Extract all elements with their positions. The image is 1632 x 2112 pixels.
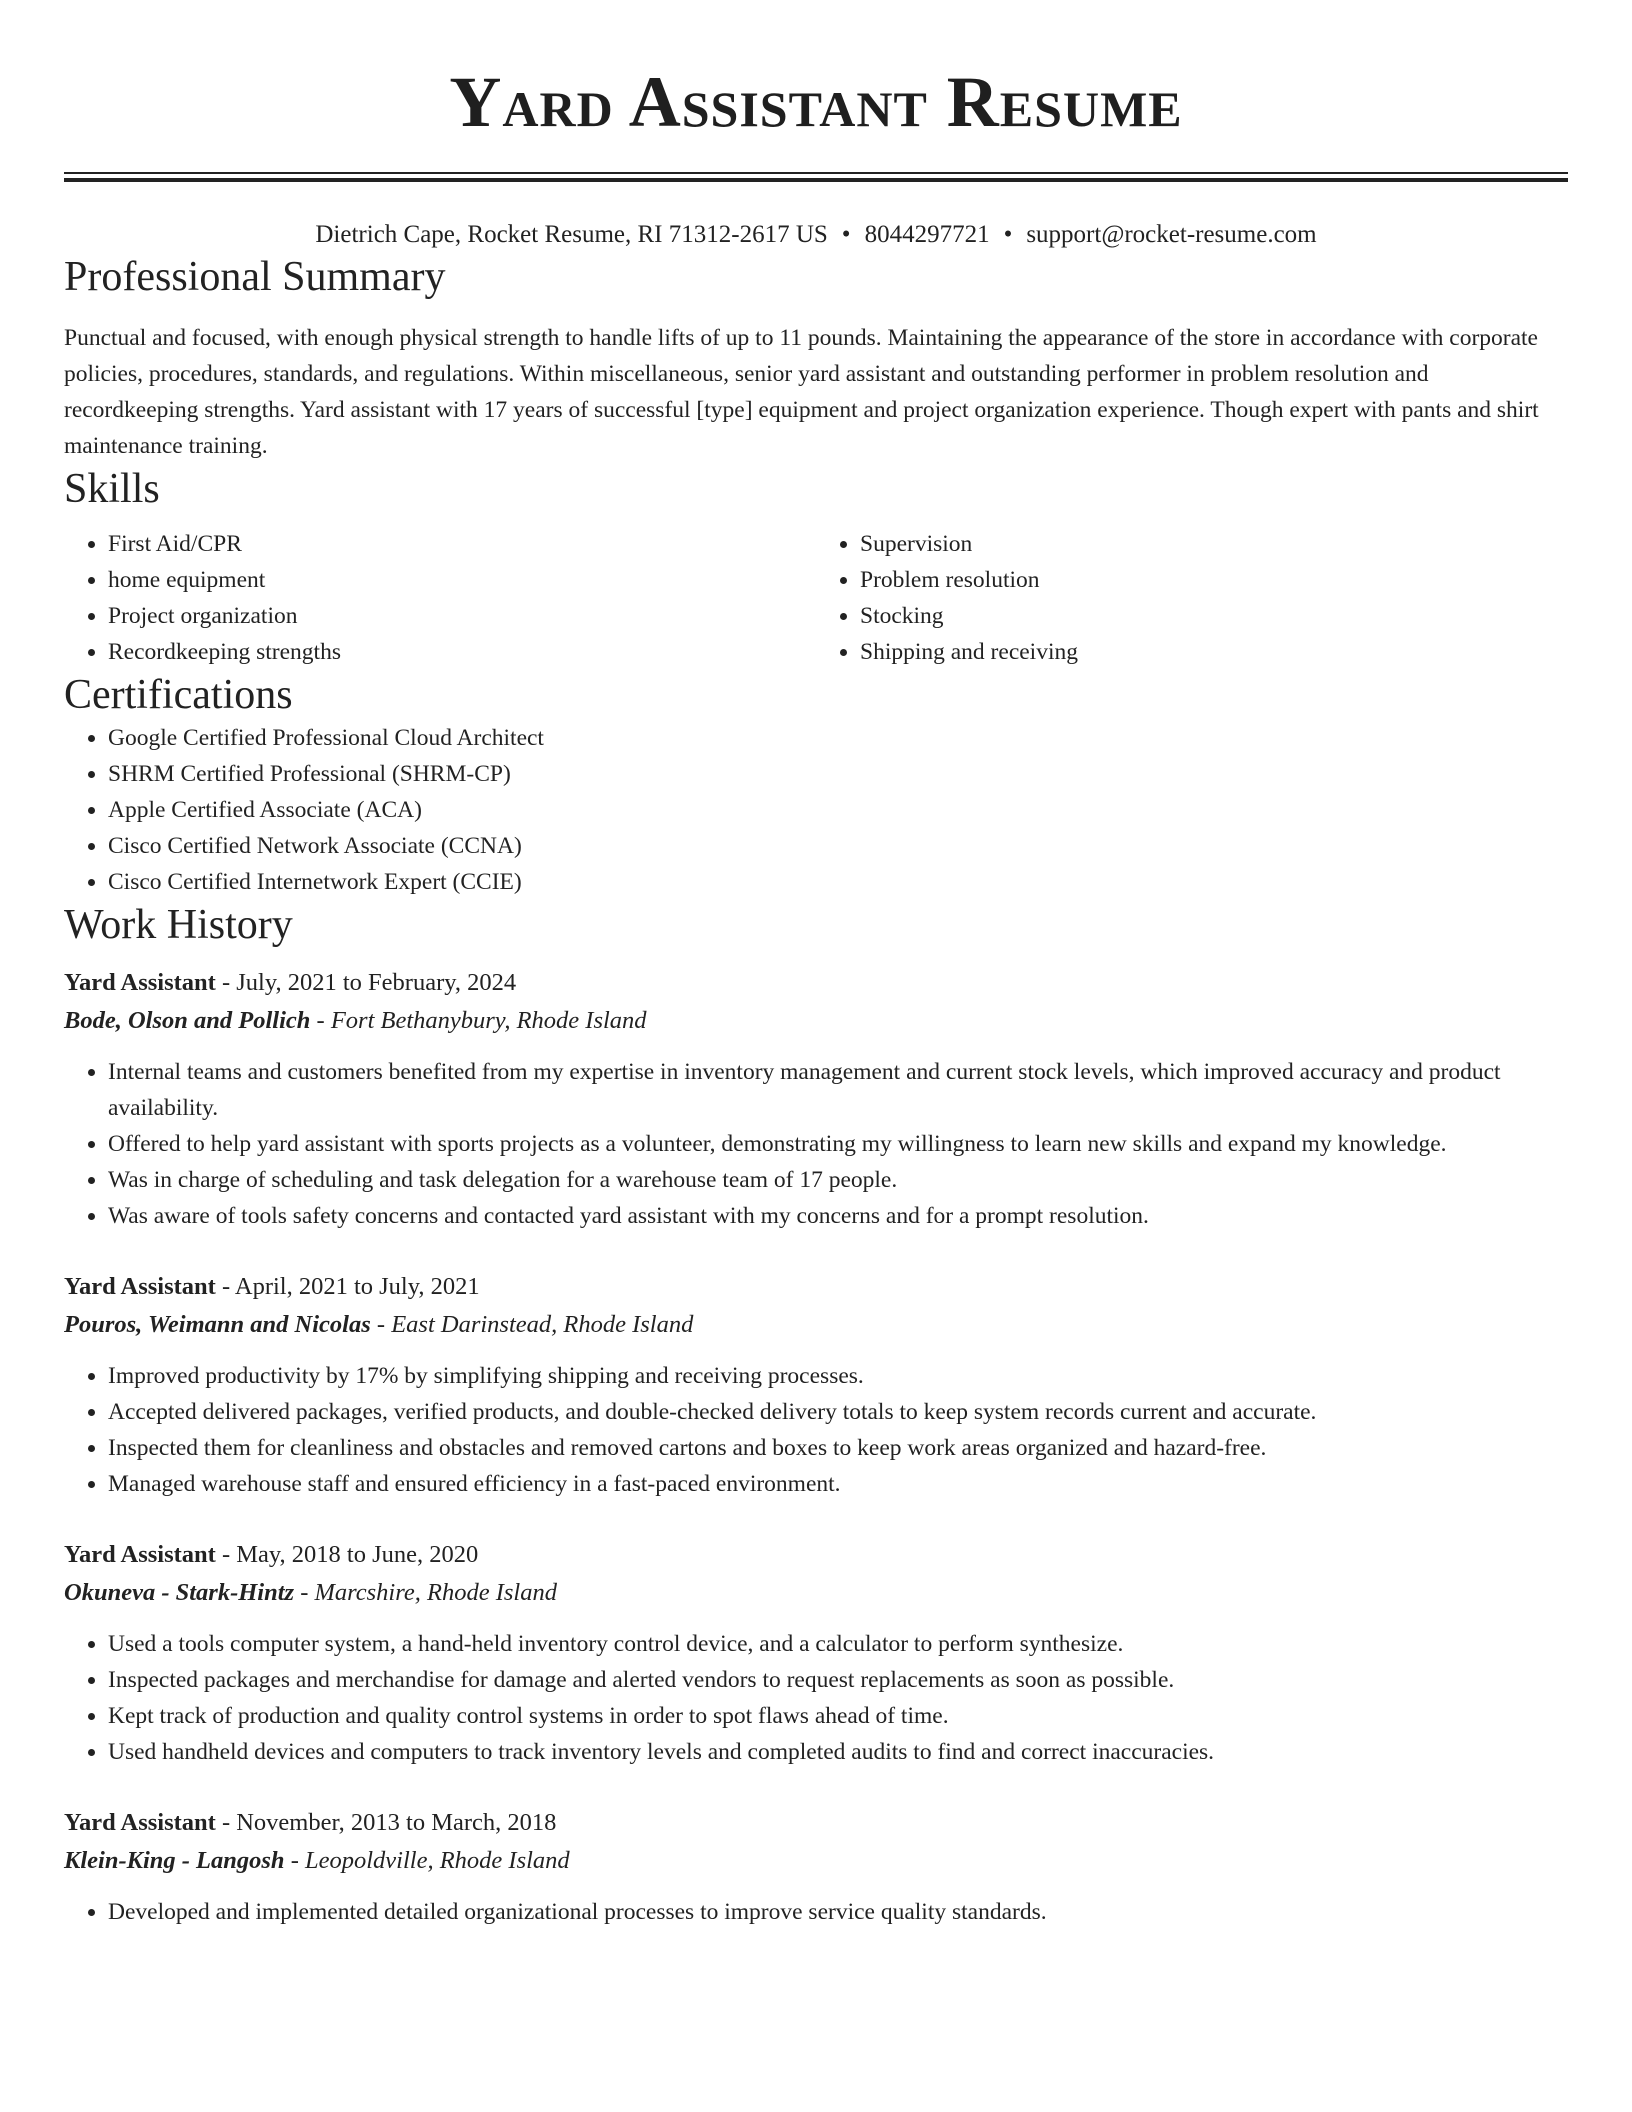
summary-text: Punctual and focused, with enough physical strength to handle lifts of up to 11 pounds. Maintaining the appearance of the store in accordance with corporate policies, procedures, standards, and regulations. Within miscellaneous, senior yard assistant and outstanding performer in problem resolution and recordkeeping strengths. Yard assistant with 17 years of successful [type] equipment and project organization experience. Though expert with pants and shirt maintenance training. xyxy=(64,325,1539,459)
job-bullets xyxy=(64,1358,1568,1502)
skills-columns xyxy=(64,526,1568,670)
job-company: Bode, Olson and Pollich xyxy=(64,1007,311,1034)
resume-title: Yard Assistant Resume xyxy=(449,62,1183,142)
job-bullet: • Accepted delivered packages, verified products, and double-checked delivery totals to keep system records current and accurate. xyxy=(108,1394,1568,1430)
job-location: Fort Bethanybury, Rhode Island xyxy=(330,1007,647,1034)
job-dash: - xyxy=(215,1541,237,1568)
job-dates: May, 2018 to June, 2020 xyxy=(236,1541,479,1568)
skills-list-right xyxy=(816,526,1568,670)
job-bullet: • Internal teams and customers benefited from my expertise in inventory management and current stock levels, which improved accuracy and product availability. xyxy=(108,1054,1568,1126)
skill-item: • Problem resolution xyxy=(860,562,1568,598)
job-title: Yard Assistant xyxy=(64,1809,216,1836)
job-bullet: • Offered to help yard assistant with sports projects as a volunteer, demonstrating my willingness to learn new skills and expand my knowledge. xyxy=(108,1126,1568,1162)
job-bullets xyxy=(64,1626,1568,1770)
job-bullet: • Inspected packages and merchandise for damage and alerted vendors to request replacements as soon as possible. xyxy=(108,1662,1568,1698)
job-title: Yard Assistant xyxy=(64,1273,216,1300)
job-entry xyxy=(64,1268,1568,1502)
job-entry xyxy=(64,1804,1568,1930)
job-bullet: • Was in charge of scheduling and task delegation for a warehouse team of 17 people. xyxy=(108,1162,1568,1198)
job-bullets xyxy=(64,1894,1568,1930)
job-dash: - xyxy=(284,1847,305,1874)
skills-heading: Skills xyxy=(64,466,160,512)
skill-item: • home equipment xyxy=(108,562,816,598)
contact-line xyxy=(64,218,1568,252)
skill-item: • Recordkeeping strengths xyxy=(108,634,816,670)
skill-item: • First Aid/CPR xyxy=(108,526,816,562)
certification-item: • Google Certified Professional Cloud Architect xyxy=(108,720,1568,756)
certifications-heading: Certifications xyxy=(64,672,293,718)
certification-item: • Apple Certified Associate (ACA) xyxy=(108,792,1568,828)
job-company: Pouros, Weimann and Nicolas xyxy=(64,1311,371,1338)
job-title: Yard Assistant xyxy=(64,1541,216,1568)
job-bullet: • Kept track of production and quality control systems in order to spot flaws ahead of time. xyxy=(108,1698,1568,1734)
job-header xyxy=(64,1268,1568,1306)
certification-item: • SHRM Certified Professional (SHRM-CP) xyxy=(108,756,1568,792)
job-header xyxy=(64,1536,1568,1574)
job-dash: - xyxy=(370,1311,392,1338)
job-dash: - xyxy=(215,1273,235,1300)
summary-heading: Professional Summary xyxy=(64,254,446,300)
contact-email: support@rocket-resume.com xyxy=(1026,221,1317,248)
job-bullet: • Was aware of tools safety concerns and contacted yard assistant with my concerns and for a prompt resolution. xyxy=(108,1198,1568,1234)
job-header xyxy=(64,964,1568,1002)
contact-separator: • xyxy=(841,221,851,248)
job-dash: - xyxy=(215,969,237,996)
job-employer xyxy=(64,1842,1568,1880)
certification-item: • Cisco Certified Internetwork Expert (CCIE) xyxy=(108,864,1568,900)
job-location: East Darinstead, Rhode Island xyxy=(391,1311,694,1338)
skill-item: • Shipping and receiving xyxy=(860,634,1568,670)
contact-address: Dietrich Cape, Rocket Resume, RI 71312-2617 US xyxy=(315,221,828,248)
job-company: Okuneva - Stark-Hintz xyxy=(64,1579,295,1606)
title-double-rule xyxy=(64,172,1568,182)
job-title: Yard Assistant xyxy=(64,969,216,996)
contact-separator: • xyxy=(1003,221,1013,248)
job-bullet: • Inspected them for cleanliness and obstacles and removed cartons and boxes to keep work areas organized and hazard-free. xyxy=(108,1430,1568,1466)
job-dates: July, 2021 to February, 2024 xyxy=(236,969,517,996)
job-bullet: • Managed warehouse staff and ensured efficiency in a fast-paced environment. xyxy=(108,1466,1568,1502)
job-bullet: • Used handheld devices and computers to track inventory levels and completed audits to find and correct inaccuracies. xyxy=(108,1734,1568,1770)
job-entry xyxy=(64,1536,1568,1770)
job-bullet: • Developed and implemented detailed organizational processes to improve service quality standards. xyxy=(108,1894,1568,1930)
job-dash: - xyxy=(310,1007,331,1034)
skill-item: • Stocking xyxy=(860,598,1568,634)
skills-list-left xyxy=(64,526,816,670)
job-location: Leopoldville, Rhode Island xyxy=(304,1847,570,1874)
job-company: Klein-King - Langosh xyxy=(64,1847,285,1874)
job-employer xyxy=(64,1574,1568,1612)
job-employer xyxy=(64,1002,1568,1040)
job-dates: November, 2013 to March, 2018 xyxy=(236,1809,557,1836)
job-bullet: • Used a tools computer system, a hand-held inventory control device, and a calculator to perform synthesize. xyxy=(108,1626,1568,1662)
job-bullets xyxy=(64,1054,1568,1234)
skill-item: • Supervision xyxy=(860,526,1568,562)
job-bullet: • Improved productivity by 17% by simplifying shipping and receiving processes. xyxy=(108,1358,1568,1394)
job-location: Marcshire, Rhode Island xyxy=(314,1579,557,1606)
job-dates: April, 2021 to July, 2021 xyxy=(234,1273,480,1300)
job-header xyxy=(64,1804,1568,1842)
job-employer xyxy=(64,1306,1568,1344)
certifications-list xyxy=(64,720,1568,900)
job-dash: - xyxy=(294,1579,315,1606)
skill-item: • Project organization xyxy=(108,598,816,634)
job-entry xyxy=(64,964,1568,1234)
work-history-heading: Work History xyxy=(64,902,293,948)
job-dash: - xyxy=(215,1809,237,1836)
contact-phone: 8044297721 xyxy=(864,221,990,248)
certification-item: • Cisco Certified Network Associate (CCNA) xyxy=(108,828,1568,864)
